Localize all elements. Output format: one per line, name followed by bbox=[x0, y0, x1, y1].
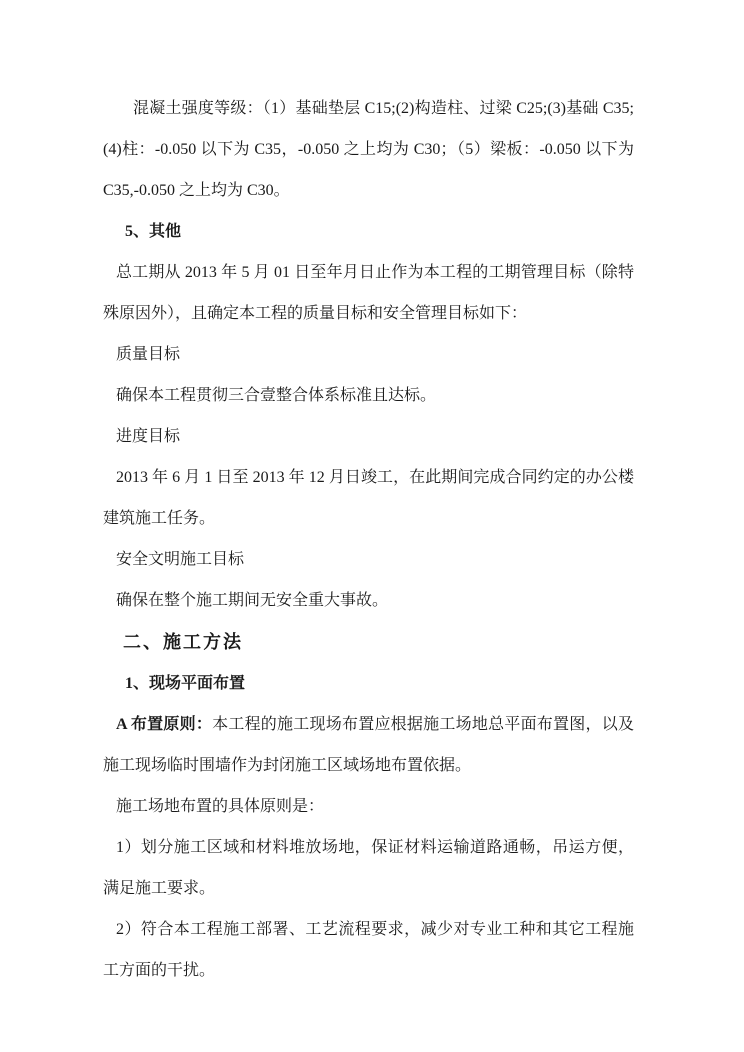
heading-5-other: 5、其他 bbox=[125, 223, 182, 240]
paragraph-safety-target-label: 安全文明施工目标 bbox=[116, 551, 245, 568]
paragraph-principle-1: 1）划分施工区域和材料堆放场地，保证材料运输道路通畅，吊运方便，满足施工要求。 bbox=[103, 839, 634, 897]
heading-2-construction-methods: 二、施工方法 bbox=[123, 632, 243, 652]
layout-principle-label: A 布置原则： bbox=[116, 716, 213, 733]
paragraph-concrete-strength-grades: 混凝土强度等级：（1）基础垫层 C15;(2)构造柱、过梁 C25;(3)基础 C35;(4)柱：-0.050 以下为 C35，-0.050 之上均为 C30；（5）梁板：-0.050 以下为 C35,-0.050 之上均为 C30。 bbox=[103, 100, 634, 199]
paragraph-quality-target-label: 质量目标 bbox=[116, 346, 181, 363]
paragraph-safety-target-detail: 确保在整个施工期间无安全重大事故。 bbox=[116, 592, 389, 609]
paragraph-progress-target-label: 进度目标 bbox=[116, 428, 181, 445]
paragraph-layout-principle bbox=[103, 704, 634, 786]
layout-principle-text: 本工程的施工现场布置应根据施工场地总平面布置图，以及施工现场临时围墙作为封闭施工区域场地布置依据。 bbox=[103, 716, 634, 774]
paragraph-principle-2: 2）符合本工程施工部署、工艺流程要求，减少对专业工种和其它工程施工方面的干扰。 bbox=[103, 921, 634, 979]
heading-1-site-plan-layout: 1、现场平面布置 bbox=[125, 675, 246, 692]
paragraph-site-layout-principles-intro: 施工场地布置的具体原则是： bbox=[116, 798, 325, 815]
paragraph-progress-target-detail: 2013 年 6 月 1 日至 2013 年 12 月日竣工，在此期间完成合同约定的办公楼建筑施工任务。 bbox=[103, 469, 634, 527]
paragraph-quality-target-detail: 确保本工程贯彻三合壹整合体系标准且达标。 bbox=[116, 387, 437, 404]
paragraph-total-duration: 总工期从 2013 年 5 月 01 日至年月日止作为本工程的工期管理目标（除特殊原因外），且确定本工程的质量目标和安全管理目标如下： bbox=[103, 264, 634, 322]
